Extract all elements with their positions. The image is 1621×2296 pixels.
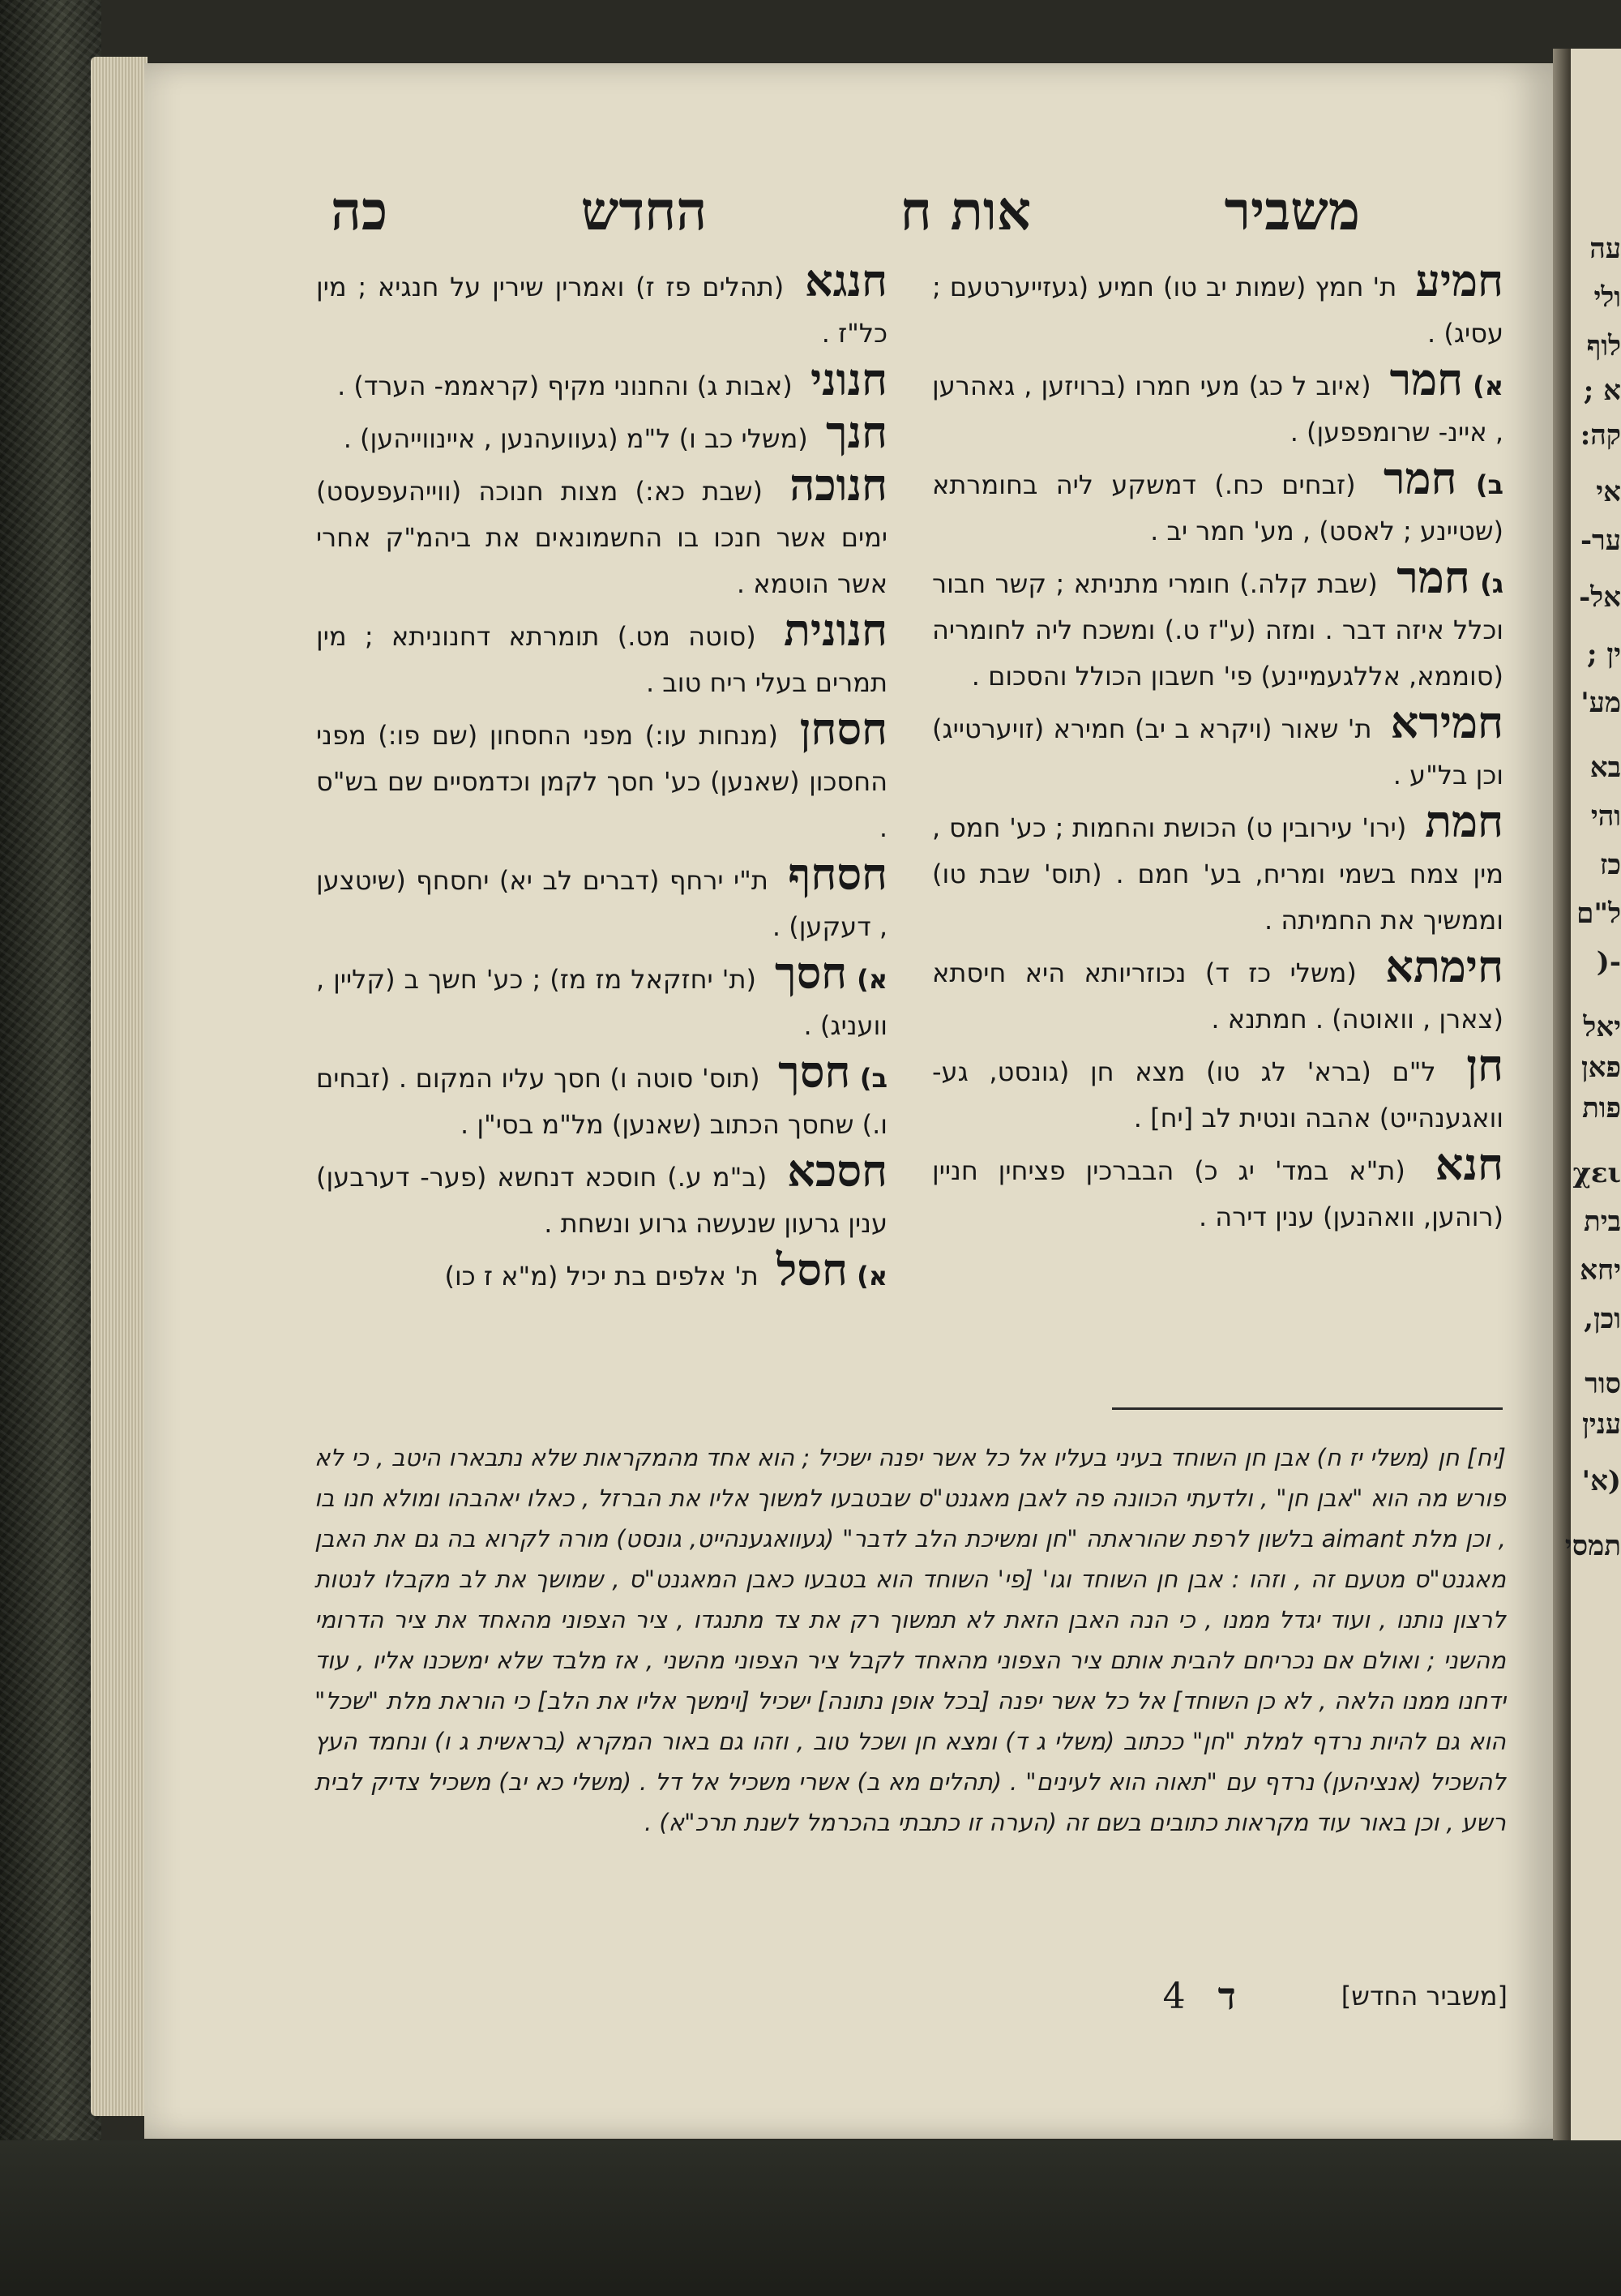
running-head-title-2: החדש (580, 178, 708, 242)
signature-label: [משביר החדש] (1341, 1981, 1508, 2011)
dictionary-entry (932, 940, 1503, 1043)
dictionary-entry (932, 353, 1504, 456)
running-head-page: כה (331, 178, 388, 242)
entry-definition: (ירו' עירובין ט) הכושת והחמות ; כע' חמס , מין צמח בשמי ומריח, בע' חמם . (תוס' שבת טו) וממשיך את החמיתה . (932, 812, 1503, 936)
facing-page-fragment: פות (1582, 1092, 1621, 1124)
entry-definition: (שבת כא:) מצות חנוכה (ווייהעפעסט) ימים אשר חנכו בו החשמונאים את ביהמ"ק אחרי אשר הוטמא . (316, 476, 887, 599)
entry-definition: (מנחות עו:) מפני החסחון (שם פו:) מפני החסכון (שאנען) כע' חסך לקמן וכדמסיים שם בש"ס . (316, 720, 887, 843)
right-column (932, 255, 1504, 1240)
entry-headword: חנך (825, 406, 887, 458)
facing-page-fragment: קה: (1580, 419, 1621, 452)
dictionary-entry (932, 255, 1503, 357)
dictionary-entry (316, 703, 887, 851)
entry-sense-marker: א) (847, 1261, 887, 1292)
facing-page-fragment: פאן (1581, 1052, 1621, 1084)
facing-page-fragment: (א' (1581, 1465, 1621, 1497)
dictionary-entry (316, 459, 887, 607)
dictionary-entry (316, 604, 887, 706)
facing-page-fragment: -( (1596, 946, 1621, 979)
left-column (316, 255, 888, 1300)
facing-page-fragment: אי (1596, 476, 1621, 508)
entry-definition: (ת"א במד' יג כ) הבברכין פציחין חניין (רוהען, וואהנען) ענין דירה . (932, 1155, 1503, 1232)
entry-definition: (סוטה מט.) תומרתא דחנוניתא ; מין תמרים בעלי ריח טוב . (316, 621, 887, 698)
dictionary-entry (932, 1039, 1503, 1142)
dictionary-entry (316, 406, 887, 462)
entry-definition: (תהלים פז ז) ואמרין שירין על חנגיא ; מין כל"ז . (316, 272, 887, 349)
entry-headword: חמיע (1415, 255, 1503, 306)
signature-letter: ד (1217, 1974, 1236, 2018)
entry-definition: ת' אלפים בת יכיל (מ"א ז כו) (444, 1261, 767, 1292)
book-cover-bottom (0, 2140, 1621, 2296)
entry-definition: ל"ם (ברא' לג טו) מצא חן (גונסט, גע- וואגענהייט) אהבה ונטית לב [יח] . (932, 1056, 1503, 1133)
facing-page-fragment: בא (1589, 752, 1621, 784)
entry-definition: (אבות ג) והחנוני מקיף (קראממ- הערד) . (337, 371, 801, 401)
entry-sense-marker: ב) (1456, 469, 1503, 500)
entry-sense-marker: ג) (1469, 568, 1504, 599)
facing-page-fragment: יאל (1583, 1011, 1621, 1043)
entry-headword: חמר (1389, 353, 1464, 405)
dictionary-entry (316, 255, 887, 357)
facing-page-fragment: χει (1572, 1157, 1621, 1189)
footnote: [יח] חן (משלי יז ח) אבן חן השוחד בעיני בעליו אל כל אשר יפנה ישכיל ; הוא אחד מהמקראות שלא נתבארו היטב , כי לא פורש מה הוא "אבן חן" , ולדעתי הכוונה פה לאבן מאגנט"ס שבטבעו למשוך אליו את הברזל , כאלו יאהבהו ומולא חנו בו , וכן מלת aimant בלשון לרפת שהוראתה "חן ומשיכת הלב לדבר" (געוואגענהייט, גונסט) מורה לקרוא בה גם את האבן מאגנט"ס מטעם זה , וזהו : אבן חן השוחד וגו' [פי' השוחד הוא בטבעו כאבן המאגנט"ס , שמושך את לב מקבלו לנטות לרצון נותנו , ועוד יגדל ממנו , כי הנה האבן הזאת לא תמשוך רק את צד מתנגדו , ציר הצפוני מהאחד את ציר הדרומי מהשני ; ואולם אם נכריחם להבית אותם ציר הצפוני מהאחד לקבל ציר הצפוני מהשני , אז מלבד שלא ימשכנו אליו , עוד ידחנו ממנו הלאה , לא כן השוחד] אל כל אשר יפנה [בכל אופן נתונה] ישכיל [וימשך אליו את הלב] כי הוראת מלת "שכל" הוא גם להיות נרדף למלת "חן" ככתוב (משלי ג ד) ומצא חן ושכל טוב , וזהו גם באור המקרא (בראשית ג ו) ונחמד העץ להשכיל (אנציהען) נרדף עם "תאוה הוא לעינים" . (תהלים מא ב) אשרי משכיל אל דל . (משלי כא יב) משכיל צדיק לבית רשע , וכן באור עוד מקראות כתובים בשם זה (הערה זו כתבתי בהכרמל לשנת תרכ"א) . (314, 1444, 1506, 1836)
entry-definition: (ת' יחזקאל מז מז) ; כע' חשך ב (קליין , וועניג) . (316, 964, 887, 1041)
dictionary-entry (316, 848, 887, 950)
entry-headword: חסל (776, 1244, 848, 1296)
entry-headword: חמירא (1390, 696, 1503, 748)
facing-page-fragment: מע' (1580, 687, 1621, 719)
dictionary-entry (932, 795, 1503, 944)
entry-definition: (ב"מ ע.) חוסכא דנחשא (פער- דערבען) ענין גרעון שנעשה גרוע ונשחת . (316, 1162, 887, 1239)
entry-headword: חנגא (804, 255, 887, 306)
entry-headword: חנונית (784, 604, 887, 656)
entry-definition: (משלי כב ו) ל"מ (געוועהנען , איינווייהען) . (343, 423, 816, 454)
entry-definition: (זבחים כח.) דמשקע ליה בחומרתא (שטיינע ; לאסט) , מע' חמר יב . (932, 469, 1503, 546)
book-cover-left (0, 0, 101, 2296)
book-gutter (1553, 49, 1571, 2157)
facing-page-fragment: אל- (1579, 581, 1621, 614)
facing-page-fragment: ער- (1580, 525, 1621, 557)
facing-page-fragment: יחא (1580, 1254, 1621, 1287)
facing-page-fragment: ין ; (1587, 638, 1621, 670)
entry-headword: חסך (774, 947, 848, 999)
signature-number: 4 (1162, 1975, 1186, 2017)
dictionary-entry (316, 947, 888, 1049)
entry-sense-marker: א) (847, 964, 888, 995)
facing-page-fragment: עה (1589, 233, 1621, 265)
entry-definition: ת' חמץ (שמות יב טו) חמיע (געזייערטעם ; עסיג) . (932, 272, 1503, 349)
entry-headword: חסחן (799, 703, 887, 755)
facing-page-fragment: א ; (1583, 375, 1621, 407)
entry-headword: חנוכה (789, 459, 887, 511)
entry-headword: חמר (1384, 452, 1457, 504)
facing-page-fragment: כז (1599, 849, 1621, 881)
entry-headword: חימתא (1385, 940, 1503, 992)
running-head (331, 166, 1360, 255)
dictionary-entry (932, 452, 1503, 555)
dictionary-entry (932, 1138, 1503, 1240)
entry-definition: (שבת קלה.) חומרי מתניתא ; קשר חבור וכלל איזה דבר . ומזה (ע"ז ט.) ומשכח ליה לחומריה (סוממא, אללגעמיינע) פי' חשבון הכולל והסכום . (932, 568, 1503, 692)
facing-page-fragment: סור (1585, 1368, 1621, 1400)
entry-sense-marker: א) (1463, 371, 1504, 401)
entry-headword: חמר (1396, 551, 1470, 603)
entry-headword: חנוני (810, 353, 887, 405)
facing-page-fragment: תמסי (1564, 1530, 1621, 1562)
entry-headword: חסכא (787, 1145, 887, 1197)
entry-headword: חמת (1425, 795, 1503, 847)
entry-definition: ת' שאור (ויקרא ב יב) חמירא (זויערטייג) וכן בל"ע . (932, 713, 1503, 790)
entry-definition: (משלי כז ד) נכוזריותא היא חיסתא (צארן , וואוטה) . חמתנא . (932, 957, 1503, 1034)
dictionary-entry (316, 1145, 887, 1247)
entry-headword: חסך (778, 1046, 851, 1098)
running-head-letter: אות ח (900, 178, 1032, 242)
facing-page-fragment: ענין (1582, 1408, 1621, 1441)
running-head-title-1: משביר (1224, 178, 1360, 242)
dictionary-entry (932, 696, 1503, 799)
dictionary-entry (316, 1046, 888, 1148)
footnote-divider (1112, 1407, 1503, 1410)
entry-headword: חן (1466, 1039, 1503, 1091)
facing-page-fragment: וכן, (1584, 1303, 1621, 1335)
entry-headword: חנא (1435, 1138, 1503, 1190)
facing-page-fragment: לוף (1586, 330, 1621, 362)
entry-definition: (איוב ל כג) מעי חמרו (ברויזען , גאהרען , איינ- שרומפפען) . (932, 371, 1503, 448)
page-footer (819, 1972, 1508, 2020)
entry-definition: ת"י ירחף (דברים לב יא) יחסחף (שיטצען , דעקען) . (316, 865, 887, 942)
facing-page-fragment: ולי (1593, 281, 1621, 314)
dictionary-entry (316, 1244, 887, 1300)
dictionary-entry (316, 353, 887, 409)
entry-definition: (תוס' סוטה ו) חסך עליו המקום . (זבחים ו.) שחסך הכתוב (שאנען) מל"מ בסי"ן . (316, 1063, 887, 1140)
entry-headword: חסחף (788, 848, 887, 900)
facing-page-fragment: ל"ם (1576, 897, 1621, 930)
entry-sense-marker: ב) (850, 1063, 888, 1094)
page-edges (91, 57, 148, 2116)
facing-page-fragment: והי (1590, 800, 1621, 833)
facing-page-fragment: בית (1583, 1206, 1621, 1238)
dictionary-entry (932, 551, 1504, 700)
